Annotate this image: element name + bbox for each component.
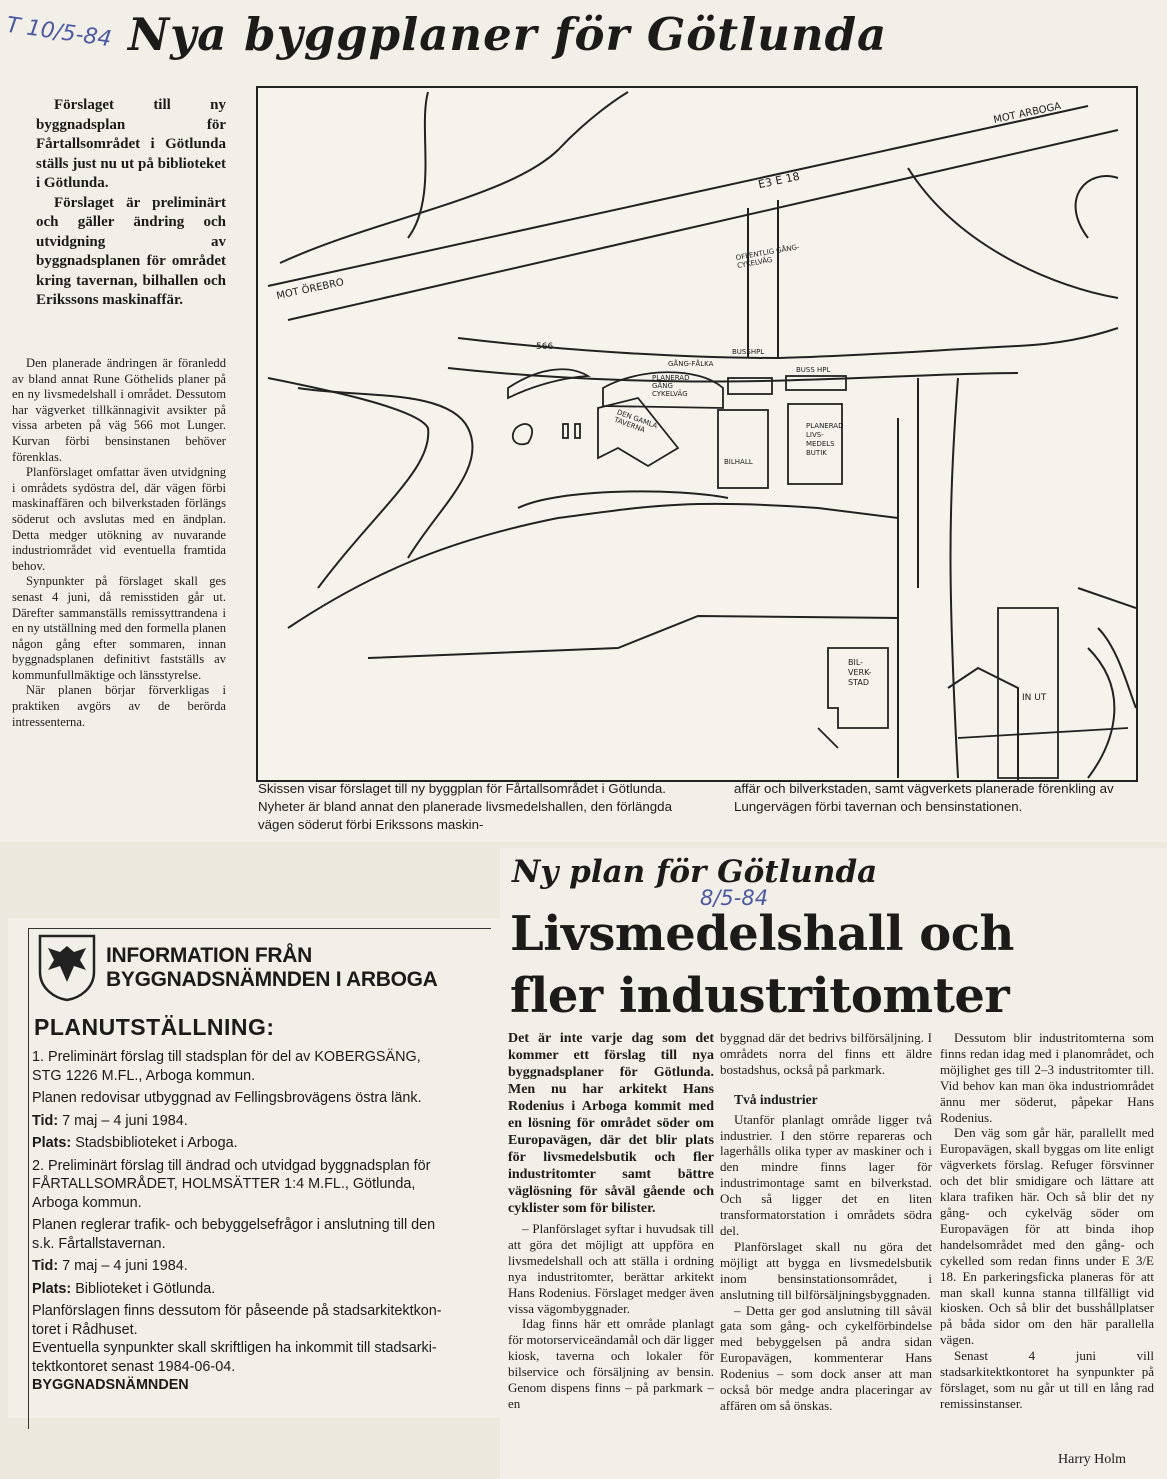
body-paragraph: – Detta ger god anslutning till såväl gata som gång- och cykelförbindelse med bebyggelsen på andra sidan Europavägen, kommenterar Hans Rodenius – som dock anser att man också bör medge andra placeringar av affären om så önskas. [720, 1302, 932, 1413]
coat-of-arms-icon [36, 932, 98, 1002]
notice-body [32, 1048, 494, 1395]
article2-lede: Det är inte varje dag som det kommer ett förslag till nya byggnadsplaner för Götlunda. Men nu har arkitekt Hans Rodenius i Arboga kommit med en lösning för området söder om Europavägen, där det blir plats för livsmedelsbutik och fler industritomter samt bättre väglösning för såväl gående och cyklister som för bilister. [508, 1031, 714, 1216]
label-buss-hpl: BUSS HPL [796, 366, 831, 374]
notice-line: tektkontoret senast 1984-06-04. [32, 1358, 236, 1375]
body-paragraph: – Planförslaget syftar i huvudsak till att göra det möjligt att uppföra en livsmedelshall och att ställa i ordning nya industritomter, berättar arkitekt Hans Rodenius. Förslaget medger även vissa vägombyggnader. [508, 1221, 714, 1316]
body-paragraph: Planförslaget skall nu göra det möjligt att bygga en livsmedelsbutik inom bensinstationsområdet, i anslutning till bilförsäljningsbyggnaden. [720, 1238, 932, 1302]
notice-line: 2. Preliminärt förslag till ändrad och utvidgad byggnadsplan för [32, 1157, 431, 1174]
label-gang-cykelvag: OFFENTLIG GÅNG- CYKELVÄG [735, 242, 801, 270]
notice-header [106, 944, 438, 992]
notice-line: Planen reglerar trafik- och bebyggelsefrågor i anslutning till den [32, 1217, 436, 1233]
notice-plats-label: Plats: [32, 1135, 72, 1151]
notice-line: Planförslagen finns dessutom för påseende på stadsarkitektkon- [32, 1303, 442, 1319]
label-bilhall: BILHALL [724, 458, 753, 466]
article-lead [36, 96, 226, 311]
notice-line: toret i Rådhuset. [32, 1321, 138, 1338]
caption-left: Skissen visar förslaget till ny byggplan för Fårtallsområdet i Götlunda. Nyheter är bland annat den planerade livsmedelshallen, den förlängda vägen söderut förbi Erikssons maskin- [258, 781, 672, 832]
label-busshpl: BUSSHPL [732, 348, 765, 356]
notice-plats: Stadsbiblioteket i Arboga. [75, 1135, 238, 1151]
handwritten-date: 8/5-84 [700, 886, 769, 910]
article-headline: Nya byggplaner för Götlunda [128, 8, 888, 61]
body-paragraph: Den väg som går här, parallellt med Europavägen, skall byggas om lite enligt vägverkets förslag. Refuger försvinner och det blir smidigare och lättare att klara trafiken här. Och så blir det ny gång- och cykelväg söder om Europavägen för att binda ihop handelsområdet med den gång- och cykelled som redan finns under E 3/E 18. En parkeringsficka planeras för att man skall kunna stanna tillfälligt vid kiosken. Och så blir det busshållplatser på båda sidor om den här parallella vägen. [940, 1125, 1154, 1348]
article2-column-1 [508, 1030, 714, 1412]
body-paragraph: Den planerade ändringen är föranledd av bland annat Rune Göthelids planer på en ny livsmedelshall i området. Dessutom har vägverket tillkännagivit avsikter på vissa arbeten på väg 566 mot Lunger. Kurvan förbi bensinstanen behöver förenklas. [12, 356, 226, 464]
notice-tid-label: Tid: [32, 1258, 59, 1274]
notice-line: s.k. Fårtallstavernan. [32, 1235, 166, 1252]
ramp-east [908, 168, 1118, 298]
body-paragraph: Synpunkter på förslaget skall ges senast 4 juni, då remisstiden går ut. Därefter sammanställs remissyttrandena i en ny utställning med den formella planen någon gång efter sommaren, innan byggnadsplanen definitivt fastställs av kommunfullmäktige och länsstyrelse. [12, 574, 226, 682]
notice-line [32, 1280, 494, 1299]
label-road-566: 566 [536, 342, 554, 352]
label-mot-arboga: MOT ARBOGA [992, 100, 1063, 127]
planning-notice [22, 918, 496, 1408]
body-paragraph: När planen börjar förverkligas i praktiken avgörs av de berörda intressenterna. [12, 683, 226, 729]
notice-line [32, 1134, 494, 1153]
label-e3e18: E3 E 18 [757, 169, 801, 192]
body-paragraph: Senast 4 juni vill stadsarkitektkontoret ha synpunkter på förslaget, som nu går ut till en lång rad remissinstanser. [940, 1348, 1154, 1411]
notice-header-line: BYGGNADSNÄMNDEN I ARBOGA [106, 968, 438, 991]
article2-headline-line2: fler industritomter [510, 968, 1010, 1024]
map-drawing [258, 88, 1136, 780]
byline: Harry Holm [1058, 1452, 1127, 1467]
e18-north-edge [268, 106, 1088, 286]
label-in-ut: IN UT [1022, 693, 1047, 703]
article2-column-3 [940, 1030, 1154, 1412]
label-gang-falka: GÅNG-FÅLKA [668, 360, 714, 368]
notice-line: 1. Preliminärt förslag till stadsplan för del av KOBERGSÄNG, [32, 1049, 421, 1065]
ramp-north-west [280, 92, 628, 263]
article-body [12, 356, 226, 730]
subheading: Två industrier [734, 1091, 818, 1107]
body-paragraph: Idag finns här ett område planlagt för motorserviceändamål och där ligger kiosk, taverna och lokaler för bilservice och försäljning av bensin. Genom dispens finns – på parkmark – en [508, 1316, 714, 1411]
handwritten-date: T 10/5-84 [4, 12, 114, 53]
notice-line: Eventuella synpunkter skall skriftligen ha inkommit till stadsarki- [32, 1340, 437, 1356]
notice-line: Planen redovisar utbyggnad av Fellingsbrovägens östra länk. [32, 1090, 422, 1106]
plan-sketch-map [256, 86, 1138, 782]
lead-paragraph: Förslaget till ny byggnadsplan för Fårtallsområdet i Götlunda ställs just nu ut på biblioteket i Götlunda. [36, 97, 226, 191]
e18-south-edge [288, 130, 1118, 320]
article2-column-2 [720, 1030, 932, 1414]
notice-plats-label: Plats: [32, 1280, 72, 1297]
label-mot-orebro: MOT ÖREBRO [275, 276, 346, 303]
label-planerad-cykelvag: PLANERAD GÅNG CYKELVÄG [652, 374, 690, 398]
body-paragraph: Dessutom blir industritomterna som finns redan idag med i planområdet, och möjlighet ges till 2–3 industritomter till. Vid behov kan man öka industriområdet ännu mer söderut, påpekar Hans Rodenius. [940, 1030, 1154, 1125]
notice-line: Arboga kommun. [32, 1194, 142, 1211]
article2-kicker: Ny plan för Götlunda [512, 854, 878, 890]
body-paragraph: Utanför planlagt område ligger två industrier. I den större repareras och lagerhålls olika typer av maskiner och i den mindre finns lager för industrimontage samt en bilverkstad. Och så ligger det en liten transformatorstation i områdets södra del. [720, 1111, 932, 1238]
notice-line: FÅRTALLSOMRÅDET, HOLMSÄTTER 1:4 M.FL., Götlunda, [32, 1176, 416, 1192]
notice-plats: Biblioteket i Götlunda. [75, 1280, 216, 1297]
body-paragraph: Planförslaget omfattar även utvidgning i områdets sydöstra del, där vägen förbi maskinaffären och bilverkstaden förlängs söderut och avslutas med en ändplan. Detta medger utökning av nuvarande industriområdet vid eventuella framtida behov. [12, 465, 226, 573]
lead-paragraph: Förslaget är preliminärt och gäller ändring och utvidgning av byggnadsplanen för området kring tavernan, bilhallen och Erikssons maskinaffär. [36, 194, 226, 308]
label-tavernan: DEN GAMLA TAVERNA [613, 408, 659, 435]
label-livsmedel: PLANERAD LIVS- MEDELS BUTIK [806, 422, 844, 457]
label-bilverkstad: BIL- VERK- STAD [848, 658, 872, 687]
notice-signature: BYGGNADSNÄMNDEN [32, 1377, 189, 1393]
body-paragraph: byggnad där det bedrivs bilförsäljning. I områdets norra del finns ett äldre bostadshus, också på parkmark. [720, 1030, 932, 1077]
notice-tid-label: Tid: [32, 1112, 59, 1129]
notice-line: STG 1226 M.FL., Arboga kommun. [32, 1067, 256, 1084]
notice-tid: 7 maj – 4 juni 1984. [62, 1258, 188, 1274]
caption-right: affär och bilverkstaden, samt vägverkets planerade förenkling av Lungervägen förbi tavernan och bensinstationen. [734, 781, 1114, 814]
notice-title: PLANUTSTÄLLNING: [34, 1014, 275, 1040]
notice-header-line: INFORMATION FRÅN [106, 944, 312, 967]
article2-headline-line1: Livsmedelshall och [510, 906, 1014, 962]
notice-line [32, 1112, 494, 1131]
notice-tid: 7 maj – 4 juni 1984. [62, 1112, 188, 1129]
notice-line [32, 1257, 494, 1276]
